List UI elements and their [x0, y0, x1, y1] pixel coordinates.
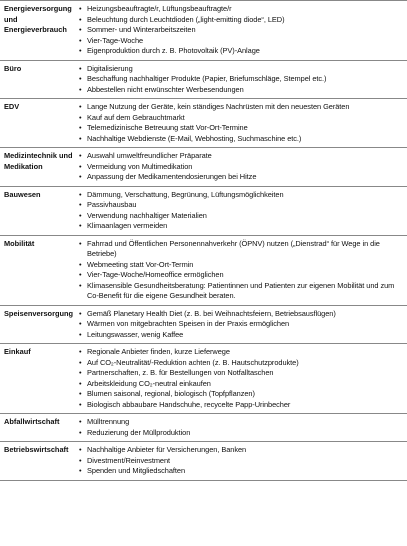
item-list — [78, 4, 407, 57]
table-row — [0, 344, 407, 414]
row-category: Bauwesen — [4, 189, 41, 199]
list-item: • Spenden und Mitgliedschaften — [78, 466, 401, 477]
table-row — [0, 306, 407, 345]
list-item: • Mülltrennung — [78, 417, 401, 428]
item-list — [78, 190, 407, 232]
list-item: • Kauf auf dem Gebrauchtmarkt — [78, 113, 401, 124]
item-list — [78, 347, 407, 410]
table-row — [0, 442, 407, 481]
list-item: • Gemäß Planetary Health Diet (z. B. bei Weihnachtsfeiern, Betriebsausflügen) — [78, 309, 401, 320]
list-item: • Digitalisierung — [78, 64, 401, 75]
list-item: • Eigenproduktion durch z. B. Photovoltaik (PV)-Anlage — [78, 46, 401, 57]
list-item: • Nachhaltige Webdienste (E-Mail, Webhosting, Suchmaschine etc.) — [78, 134, 401, 145]
list-item: • Arbeitskleidung CO₂-neutral einkaufen — [78, 379, 401, 390]
row-category: Energieversorgung und Energieverbrauch — [4, 4, 72, 34]
list-item: • Klimasensible Gesundheitsberatung: Patientinnen und Patienten zur eigenen Mobilität und zum Co-Benefit für die eigene Gesundheit beraten. — [78, 281, 401, 302]
row-category: EDV — [4, 102, 20, 111]
table-row — [0, 1, 407, 61]
list-item: • Wärmen von mitgebrachten Speisen in der Praxis ermöglichen — [78, 319, 401, 330]
list-item: • Passivhausbau — [78, 200, 401, 211]
table-row — [0, 99, 407, 148]
table-row — [0, 148, 407, 187]
list-item: • Vermeidung von Multimedikation — [78, 162, 401, 173]
row-category: Büro — [4, 63, 22, 73]
item-list — [78, 309, 407, 341]
list-item: • Nachhaltige Anbieter für Versicherungen, Banken — [78, 445, 401, 456]
list-item: • Leitungswasser, wenig Kaffee — [78, 330, 401, 341]
item-list — [78, 239, 407, 302]
table-row — [0, 61, 407, 100]
table-row — [0, 187, 407, 236]
list-item: • Beschaffung nachhaltiger Produkte (Papier, Briefumschläge, Stempel etc.) — [78, 74, 401, 85]
list-item: • Anpassung der Medikamentendosierungen bei Hitze — [78, 172, 401, 183]
table-row — [0, 414, 407, 442]
item-list — [78, 417, 407, 438]
list-item: • Fahrrad und Öffentlichen Personennahverkehr (ÖPNV) nutzen („Dienstrad“ für Wege in die Betriebe) — [78, 239, 401, 260]
row-category: Einkauf — [4, 347, 31, 356]
list-item: • Lange Nutzung der Geräte, kein ständiges Nachrüsten mit den neuesten Geräten — [78, 102, 401, 113]
row-category: Mobilität — [4, 238, 35, 248]
list-item: • Auswahl umweltfreundlicher Präparate — [78, 151, 401, 162]
list-item: • Beleuchtung durch Leuchtdioden („light-emitting diode“, LED) — [78, 15, 401, 26]
item-list — [78, 102, 407, 144]
item-list — [78, 64, 407, 96]
row-category: Betriebswirtschaft — [4, 445, 69, 454]
row-category: Abfallwirtschaft — [4, 417, 60, 426]
list-item: • Reduzierung der Müllproduktion — [78, 428, 401, 439]
item-list — [78, 445, 407, 477]
list-item: • Partnerschaften, z. B. für Bestellungen von Notfalltaschen — [78, 368, 401, 379]
list-item: • Regionale Anbieter finden, kurze Lieferwege — [78, 347, 401, 358]
list-item: • Sommer- und Winterarbeitszeiten — [78, 25, 401, 36]
list-item: • Vier-Tage-Woche — [78, 36, 401, 47]
list-item: • Biologisch abbaubare Handschuhe, recycelte Papp-Urinbecher — [78, 400, 401, 411]
list-item: • Vier-Tage-Woche/Homeoffice ermöglichen — [78, 270, 401, 281]
row-category: Medizintechnik und Medikation — [4, 151, 73, 171]
list-item: • Webmeeting statt Vor-Ort-Termin — [78, 260, 401, 271]
list-item: • Telemedizinische Betreuung statt Vor-Ort-Termine — [78, 123, 401, 134]
item-list — [78, 151, 407, 183]
list-item: • Abbestellen nicht erwünschter Werbesendungen — [78, 85, 401, 96]
list-item: • Verwendung nachhaltiger Materialien — [78, 211, 401, 222]
list-item: • Klimaanlagen vermeiden — [78, 221, 401, 232]
list-item: • Divestment/Reinvestment — [78, 456, 401, 467]
list-item: • Dämmung, Verschattung, Begrünung, Lüftungsmöglichkeiten — [78, 190, 401, 201]
list-item: • Heizungsbeauftragte/r, Lüftungsbeauftragte/r — [78, 4, 401, 15]
row-category: Speisenversorgung — [4, 308, 73, 318]
list-item: • Auf CO₂-Neutralität/-Reduktion achten (z. B. Hautschutzprodukte) — [78, 358, 401, 369]
table-row — [0, 236, 407, 306]
list-item: • Blumen saisonal, regional, biologisch (Topfpflanzen) — [78, 389, 401, 400]
